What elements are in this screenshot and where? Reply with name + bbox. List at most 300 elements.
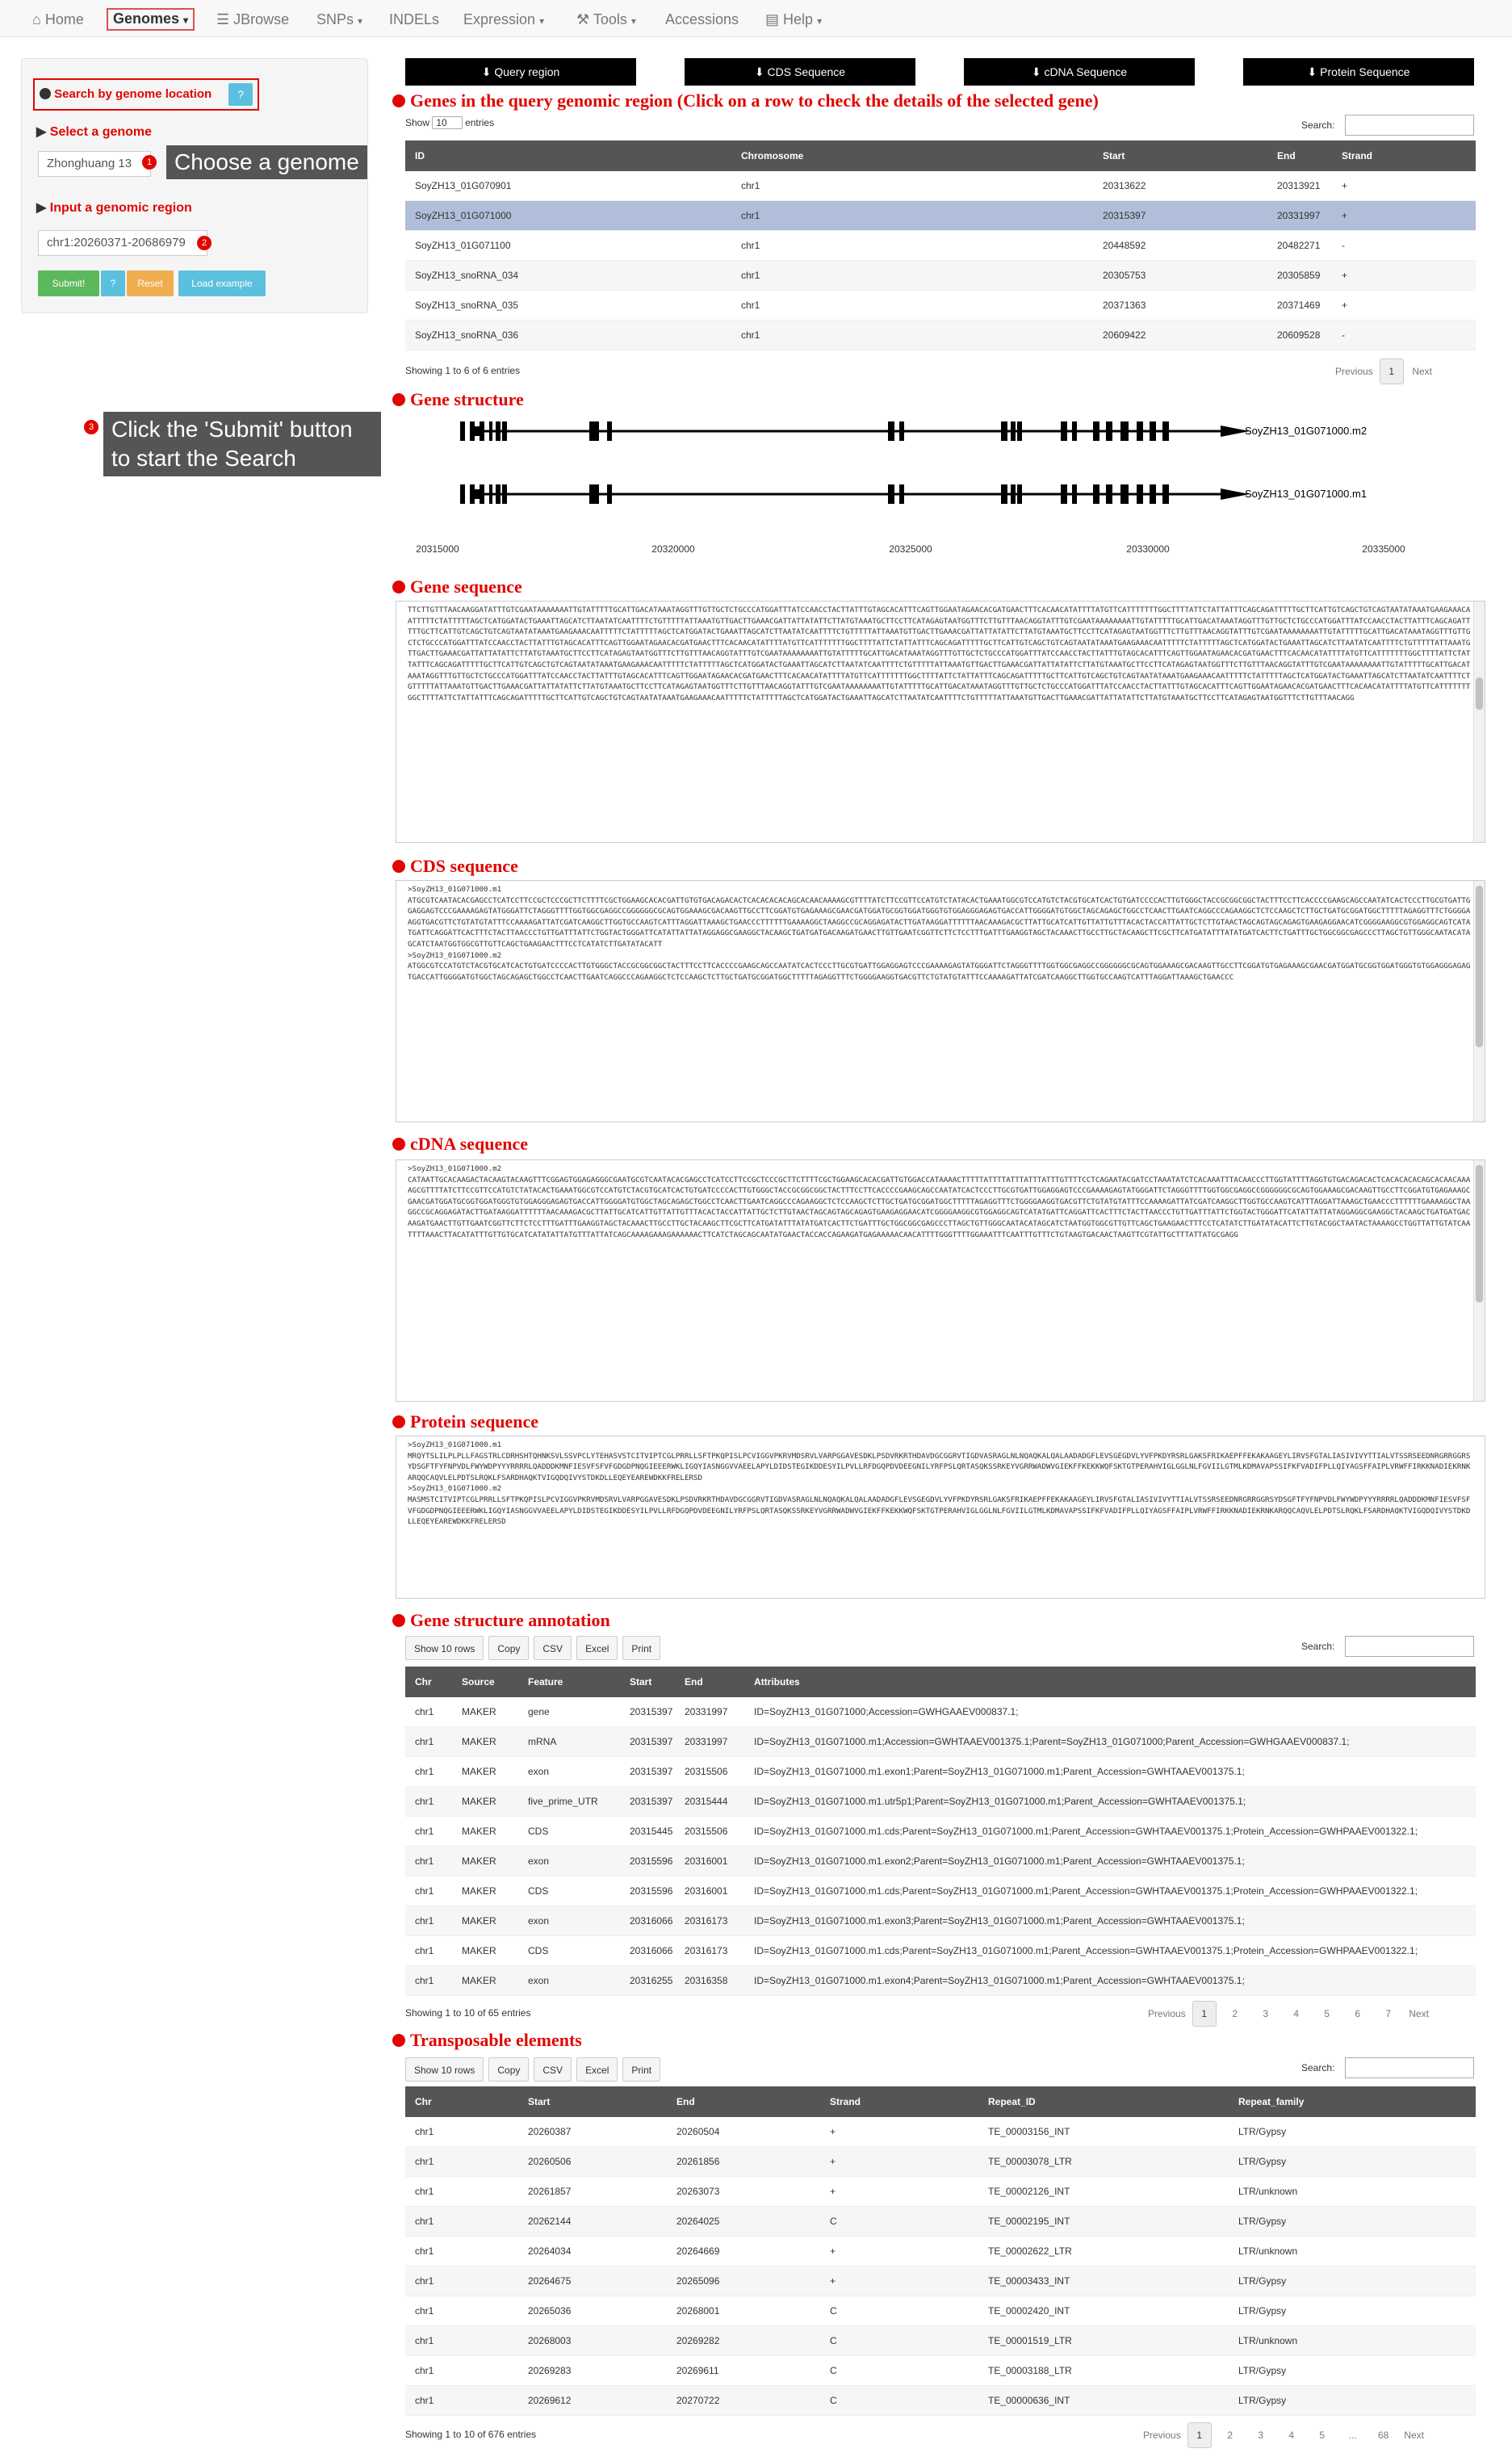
bullet-icon — [392, 94, 405, 107]
download-icon: ⬇ — [1307, 65, 1317, 78]
table-cell: 20331997 — [1277, 210, 1321, 221]
table-cell: LTR/unknown — [1238, 2186, 1298, 2197]
excel-button[interactable]: Excel — [576, 2057, 618, 2082]
wrench-icon: ⚒ — [576, 11, 590, 27]
table-cell: TE_00000636_INT — [988, 2395, 1070, 2406]
pager-page[interactable]: 5 — [1319, 2430, 1326, 2441]
table-row[interactable] — [405, 2147, 1476, 2177]
nav-accessions[interactable]: Accessions — [665, 11, 739, 27]
exon-block — [1137, 421, 1143, 441]
column-header[interactable]: Attributes — [754, 1676, 800, 1688]
table-cell: 20482271 — [1277, 240, 1321, 251]
table-cell: five_prime_UTR — [528, 1796, 598, 1807]
table-cell: 20448592 — [1103, 240, 1146, 251]
caret-down-icon: ▾ — [358, 15, 363, 27]
column-header[interactable]: Chromosome — [741, 150, 804, 161]
table-cell: SoyZH13_01G070901 — [415, 180, 512, 191]
download-icon: ⬇ — [1031, 65, 1041, 78]
table-cell: 20609422 — [1103, 329, 1146, 341]
table-cell: 20316358 — [685, 1975, 728, 1986]
te-toolbar — [405, 2057, 665, 2082]
table-row[interactable] — [405, 2326, 1476, 2356]
exon-block — [899, 421, 904, 441]
nav-genomes[interactable]: Genomes ▾ — [107, 8, 195, 31]
step-badge-1: 1 — [142, 155, 157, 170]
table-cell: 20316066 — [630, 1945, 673, 1956]
exon-block — [460, 421, 465, 441]
table-cell: 20315444 — [685, 1796, 728, 1807]
select-genome-label: ▶ Select a genome — [36, 125, 153, 139]
nav-help[interactable]: ▤ Help ▾ — [765, 11, 823, 27]
column-header[interactable]: Start — [528, 2096, 551, 2107]
table-cell: SoyZH13_01G071100 — [415, 240, 511, 251]
caret-down-icon: ▾ — [183, 15, 189, 26]
triangle-right-icon: ▶ — [36, 201, 47, 215]
column-header[interactable]: ID — [415, 150, 425, 161]
table-cell: chr1 — [415, 2156, 434, 2167]
scrollbar[interactable] — [1473, 1160, 1485, 1401]
bullet-icon — [392, 581, 405, 593]
table-cell: 20260387 — [528, 2126, 572, 2137]
table-cell: MAKER — [462, 1826, 496, 1837]
table-cell: MAKER — [462, 1766, 496, 1777]
annotation-info: Showing 1 to 10 of 65 entries — [405, 2007, 531, 2019]
gene-structure-diagram — [405, 412, 1471, 557]
te-search-input[interactable] — [1345, 2057, 1474, 2078]
page-length-control: Show 10 entries — [405, 117, 495, 128]
table-cell: - — [1342, 240, 1345, 251]
table-row[interactable] — [405, 261, 1476, 291]
exon-block — [1120, 421, 1129, 441]
table-cell: 20265036 — [528, 2305, 572, 2317]
exon-block — [496, 484, 501, 504]
bullet-icon — [392, 860, 405, 873]
table-cell: 20609528 — [1277, 329, 1321, 341]
table-cell: 20315397 — [1103, 210, 1146, 221]
table-cell: + — [1342, 180, 1348, 191]
nav-tools[interactable]: ⚒ Tools ▾ — [576, 11, 636, 27]
table-cell: exon — [528, 1915, 550, 1927]
exon-block — [480, 421, 484, 441]
table-cell: MAKER — [462, 1855, 496, 1867]
exon-block — [470, 484, 475, 504]
column-header[interactable]: Repeat_family — [1238, 2096, 1305, 2107]
exon-block — [1061, 421, 1067, 441]
column-header[interactable]: Chr — [415, 2096, 432, 2107]
table-row[interactable] — [405, 201, 1476, 231]
table-cell: LTR/Gypsy — [1238, 2216, 1287, 2227]
scroll-thumb[interactable] — [1476, 677, 1483, 710]
exon-block — [489, 421, 492, 441]
exon-block — [589, 484, 599, 504]
table-cell: 20264025 — [676, 2216, 720, 2227]
table-row[interactable] — [405, 1757, 1476, 1787]
table-cell: chr1 — [415, 1915, 434, 1927]
table-cell: 20260504 — [676, 2126, 720, 2137]
table-cell: ID=SoyZH13_01G071000.m1.cds;Parent=SoyZH13_01G071000.m1;Parent_Accession=GWHTAAEV001375.1;Protein_Accession=GWHPAAEV001322.1; — [754, 1826, 1418, 1837]
table-row[interactable] — [405, 1787, 1476, 1817]
table-cell: TE_00002126_INT — [988, 2186, 1070, 2197]
exon-block — [589, 421, 599, 441]
table-cell: 20264034 — [528, 2245, 572, 2257]
pager-page[interactable]: 6 — [1355, 2008, 1361, 2019]
column-header[interactable]: Strand — [830, 2096, 861, 2107]
pager-page[interactable]: 7 — [1385, 2008, 1392, 2019]
pager-page[interactable]: 4 — [1288, 2430, 1295, 2441]
caret-down-icon: ▾ — [539, 15, 545, 27]
scrollbar[interactable] — [1473, 602, 1485, 842]
exon-block — [1017, 421, 1022, 441]
csv-button[interactable]: CSV — [534, 1636, 572, 1660]
pager-page[interactable]: 1 — [1192, 2001, 1217, 2027]
table-cell: chr1 — [741, 300, 760, 311]
table-row[interactable] — [405, 1966, 1476, 1996]
table-cell: MAKER — [462, 1915, 496, 1927]
table-cell: chr1 — [415, 1855, 434, 1867]
exon-block — [502, 421, 507, 441]
table-cell: 20315445 — [630, 1826, 673, 1837]
column-header[interactable]: Repeat_ID — [988, 2096, 1036, 2107]
table-cell: MAKER — [462, 1796, 496, 1807]
top-navbar — [0, 0, 1512, 37]
annotation-table — [405, 1667, 1476, 1996]
exon-block — [1137, 484, 1143, 504]
table-row[interactable] — [405, 171, 1476, 201]
table-cell: 20261856 — [676, 2156, 720, 2167]
pager-page[interactable]: 3 — [1263, 2008, 1269, 2019]
pager-page[interactable]: 4 — [1293, 2008, 1300, 2019]
table-cell: C — [830, 2365, 837, 2376]
table-cell: ID=SoyZH13_01G071000.m1.exon1;Parent=SoyZH13_01G071000.m1;Parent_Accession=GWHTAAEV001375.1; — [754, 1766, 1245, 1777]
search-panel — [21, 58, 368, 313]
annotation-search-input[interactable] — [1345, 1636, 1474, 1657]
pager-page[interactable]: 3 — [1258, 2430, 1264, 2441]
table-cell: ID=SoyZH13_01G071000.m1.cds;Parent=SoyZH13_01G071000.m1;Parent_Accession=GWHTAAEV001375.1;Protein_Accession=GWHPAAEV001322.1; — [754, 1885, 1418, 1897]
cds-sequence-button[interactable]: ⬇ CDS Sequence — [685, 58, 915, 86]
bullet-icon — [392, 1614, 405, 1627]
model-label: SoyZH13_01G071000.m1 — [1245, 488, 1368, 500]
page-length-select[interactable]: 10 — [432, 116, 462, 129]
table-cell: chr1 — [415, 2275, 434, 2287]
nav-snps[interactable]: SNPs ▾ — [316, 11, 363, 27]
table-cell: SoyZH13_01G071000 — [415, 210, 512, 221]
table-row[interactable] — [405, 1847, 1476, 1876]
table-cell: chr1 — [415, 1706, 434, 1717]
exon-block — [888, 484, 894, 504]
table-cell: chr1 — [741, 329, 760, 341]
table-header — [405, 2086, 1476, 2117]
table-cell: 20371363 — [1103, 300, 1146, 311]
nav-jbrowse[interactable]: ☰ JBrowse — [216, 11, 290, 27]
cds-sequence-title: CDS sequence — [392, 856, 518, 877]
load-example-button[interactable]: Load example — [178, 270, 266, 296]
table-cell: - — [1342, 329, 1345, 341]
table-cell: chr1 — [415, 1885, 434, 1897]
exon-block — [1011, 484, 1016, 504]
table-cell: 20315397 — [630, 1766, 673, 1777]
pager-page[interactable]: 68 — [1378, 2430, 1389, 2441]
tip-submit: Click the 'Submit' button to start the Search — [103, 412, 381, 476]
table-cell: 20269283 — [528, 2365, 572, 2376]
table-cell: ID=SoyZH13_01G071000.m1.utr5p1;Parent=SoyZH13_01G071000.m1;Parent_Accession=GWHTAAEV001375.1; — [754, 1796, 1246, 1807]
table-cell: 20315506 — [685, 1826, 728, 1837]
table-cell: SoyZH13_snoRNA_035 — [415, 300, 519, 311]
table-cell: + — [1342, 300, 1348, 311]
list-icon: ☰ — [216, 11, 230, 27]
table-cell: chr1 — [415, 2365, 434, 2376]
table-cell: MAKER — [462, 1706, 496, 1717]
exon-block — [1162, 484, 1169, 504]
exon-block — [1061, 484, 1067, 504]
scrollbar[interactable] — [1473, 881, 1485, 1122]
bullet-icon — [392, 2034, 405, 2047]
table-row[interactable] — [405, 321, 1476, 350]
table-row[interactable] — [405, 2356, 1476, 2386]
pager-next[interactable]: Next — [1412, 366, 1433, 377]
show-rows-button[interactable]: Show 10 rows — [405, 1636, 484, 1660]
column-header[interactable]: Feature — [528, 1676, 563, 1688]
table-row[interactable] — [405, 291, 1476, 321]
table-cell: LTR/unknown — [1238, 2335, 1298, 2346]
table-cell: 20269611 — [676, 2365, 719, 2376]
query-region-button[interactable]: ⬇ Query region — [405, 58, 636, 86]
column-header[interactable]: Start — [630, 1676, 652, 1688]
step-badge-2: 2 — [197, 236, 212, 250]
table-cell: 20269282 — [676, 2335, 720, 2346]
table-row[interactable] — [405, 1876, 1476, 1906]
table-cell: chr1 — [741, 270, 760, 281]
column-header[interactable]: End — [676, 2096, 695, 2107]
region-input[interactable]: chr1:20260371-20686979 — [38, 230, 207, 256]
table-row[interactable] — [405, 1906, 1476, 1936]
table-cell: TE_00003433_INT — [988, 2275, 1070, 2287]
bullet-icon — [392, 393, 405, 406]
te-pager — [1140, 2422, 1430, 2447]
table-cell: chr1 — [415, 2126, 434, 2137]
pager-next[interactable]: Next — [1409, 2008, 1430, 2019]
table-cell: + — [830, 2186, 836, 2197]
table-row[interactable] — [405, 2386, 1476, 2416]
copy-button[interactable]: Copy — [488, 2057, 529, 2082]
table-cell: chr1 — [415, 2186, 434, 2197]
table-cell: chr1 — [415, 1766, 434, 1777]
exon-block — [1106, 421, 1112, 441]
home-icon: ⌂ — [32, 11, 41, 27]
table-cell: exon — [528, 1766, 550, 1777]
table-row[interactable] — [405, 2296, 1476, 2326]
axis-tick-label: 20325000 — [889, 543, 932, 555]
scroll-thumb[interactable] — [1476, 886, 1483, 1047]
table-cell: gene — [528, 1706, 550, 1717]
table-cell: mRNA — [528, 1736, 557, 1747]
exon-block — [1072, 421, 1077, 441]
exon-block — [1162, 421, 1169, 441]
genes-table — [405, 140, 1476, 350]
te-table — [405, 2086, 1476, 2416]
table-cell: + — [830, 2126, 836, 2137]
table-cell: 20264669 — [676, 2245, 720, 2257]
excel-button[interactable]: Excel — [576, 1636, 618, 1660]
table-cell: SoyZH13_snoRNA_034 — [415, 270, 519, 281]
table-row[interactable] — [405, 2177, 1476, 2207]
exon-block — [1150, 484, 1156, 504]
table-cell: LTR/Gypsy — [1238, 2365, 1287, 2376]
show-rows-button[interactable]: Show 10 rows — [405, 2057, 484, 2082]
table-cell: ID=SoyZH13_01G071000;Accession=GWHGAAEV000837.1; — [754, 1706, 1019, 1717]
pager-previous[interactable]: Previous — [1143, 2430, 1181, 2441]
table-row[interactable] — [405, 2266, 1476, 2296]
table-cell: + — [830, 2275, 836, 2287]
table-cell: 20371469 — [1277, 300, 1321, 311]
table-row[interactable] — [405, 1697, 1476, 1727]
table-cell: 20315506 — [685, 1766, 728, 1777]
exon-block — [460, 484, 465, 504]
pager-page[interactable]: 1 — [1380, 358, 1404, 384]
table-cell: 20269612 — [528, 2395, 572, 2406]
gene-sequence-title: Gene sequence — [392, 577, 522, 597]
pager-page[interactable]: 2 — [1227, 2430, 1233, 2441]
axis-tick-label: 20335000 — [1362, 543, 1405, 555]
table-cell: 20315596 — [630, 1855, 673, 1867]
table-cell: chr1 — [741, 240, 760, 251]
pager-page[interactable]: 2 — [1232, 2008, 1238, 2019]
column-header[interactable]: Chr — [415, 1676, 432, 1688]
table-row[interactable] — [405, 1727, 1476, 1757]
genome-select[interactable]: Zhonghuang 13 — [38, 151, 151, 177]
table-cell: ID=SoyZH13_01G071000.m1.exon3;Parent=SoyZH13_01G071000.m1;Parent_Accession=GWHTAAEV001375.1; — [754, 1915, 1245, 1927]
table-cell: MAKER — [462, 1975, 496, 1986]
table-row[interactable] — [405, 1817, 1476, 1847]
table-cell: chr1 — [415, 2245, 434, 2257]
copy-button[interactable]: Copy — [488, 1636, 529, 1660]
bullet-icon — [392, 1138, 405, 1151]
reset-button[interactable]: Reset — [127, 270, 174, 296]
pager-previous[interactable]: Previous — [1335, 366, 1373, 377]
column-header[interactable]: End — [685, 1676, 703, 1688]
table-cell: 20315596 — [630, 1885, 673, 1897]
table-cell: 20331997 — [685, 1736, 728, 1747]
pager-page[interactable]: 5 — [1324, 2008, 1330, 2019]
pager-page: ... — [1348, 2430, 1357, 2441]
table-cell: C — [830, 2335, 837, 2346]
table-cell: + — [830, 2245, 836, 2257]
exon-block — [502, 484, 507, 504]
table-cell: TE_00003078_LTR — [988, 2156, 1072, 2167]
submit-button[interactable]: Submit! — [38, 270, 99, 296]
table-cell: chr1 — [415, 1736, 434, 1747]
table-cell: chr1 — [415, 1975, 434, 1986]
print-button[interactable]: Print — [622, 2057, 660, 2082]
book-icon: ▤ — [765, 11, 780, 27]
genes-search-label: Search: — [1301, 119, 1335, 131]
scroll-thumb[interactable] — [1476, 1165, 1483, 1302]
table-cell: C — [830, 2305, 837, 2317]
exon-block — [1072, 484, 1077, 504]
table-cell: chr1 — [415, 1796, 434, 1807]
genes-search-input[interactable] — [1345, 115, 1474, 136]
protein-sequence-box[interactable]: >SoyZH13_01G071000.m1 MRQYTSLILPLPLLFAGSTRLCDRHSHTQHNKSVLSSVPCLYTEHASVSTCITVIPTCGLPRRLLSFTPKQPISLPCVIGGVPKRVMDSRVLVARPGGAVESDKLPSDVRKRTHDAVDGCGGRVTIGDVASRAGLNLNQAQKALQALAADADGFLEVSGEGDVLYVFPKDYRSRLGAKSFRIKAEPFFEKAKAAGEYLIRVSFGTALIASIVIVYTTIALVTSSRSEEDNRGRRGGRSYDSGFTFYFNPVDLFWYWDPYYYRRRRLQADDDKMNFIESVFSFVFGDGDPNQGIEEERWKLIGQYIASNGGVVAEELAPYLDIDSTEGIKDDESYILPVLLRFDGQPDVDEEGNILYRFPSLQRTASQKSSRKEYVGRRWADWVGIEKFFKEKKWQFSKTGTPERAHVIGLGGLNLFGVIILGTMLKDMAVAPSSIFKFVADIFPLLQIYAGSFFAIPLVRWFFIRKKNADIEKRNKARQQCAQVLELPDTSLRQKLFSARDHAQKTVIGQDQIVYSTDKDLLEQEYEAREWDKKFRELERSD >SoyZH13_01G071000.m2 MASMSTCITVIPTCGLPRRLLSFTPKQPISLPCVIGGVPKRVMDSRVLVARPGGAVESDKLPSDVRKRTHDAVDGCGGRVTIGDVASRAGLNLNQAQKALQALAADADGFLEVSGEGDVLYVFPKDYRSRLGAKSFRIKAEPFFEKAKAAGEYLIRVSFGTALIASIVIVYTTIALVTSSRSEEDNRGRRGGRSYDSGFTFYFNPVDLFWYWDPYYYRRRRLQADDDKMNFIESVFSFVFGDGDPNQGIEEERWKLIGQYIASNGGVVAEELAPYLDIDSTEGIKDDESYILPVLLRFDGQPDVDEEGNILYRFPSLQRTASQKSSRKEYVGRRWADWVGIEKFFKEKKWQFSKTGTPERAHVIGLGGLNLFGVIILGTMLKDMAVAPSSIFKFVADIFPLLQIYAGSFFAIPLVRWFFIRKKNADIEKRNKARQQCAQVLELPDTSLRQKLFSARDHAQKTVIGQDQIVYSTDKDLLEQEYEAREWDKKFRELERSD — [396, 1436, 1485, 1599]
exon-block — [480, 484, 484, 504]
table-cell: LTR/Gypsy — [1238, 2395, 1287, 2406]
exon-block — [1017, 484, 1022, 504]
annotation-title: Gene structure annotation — [392, 1610, 610, 1631]
caret-down-icon: ▾ — [630, 15, 636, 27]
bullet-icon — [392, 1415, 405, 1428]
table-cell: TE_00002195_INT — [988, 2216, 1070, 2227]
table-cell: CDS — [528, 1826, 549, 1837]
table-cell: chr1 — [415, 2305, 434, 2317]
cdna-sequence-box[interactable]: >SoyZH13_01G071000.m2 CATAATTGCACAAGACTACAAGTACAAGTTTCGGAGTGGAGAGGGCGAATGCGTCAATACACGAGCCTCATCCTTCCGCTCCCGCTTCTTTTCGCTGGAAGCACACGATTGTGGACCATAAAACTTTTTATTTTATTTATTTATTTGTTTTCCTCAGAATACGATCCTAAATATCTCACAAATTTACAACCCTTGGTATTTTAGGTGTGACAGACACTCACACACACAGCACAACAAAAGCGTTTTATCTTCCGTTCCATGTCTATACACTGAAATGGCGTCCATGTCTACGTGCATCACTGTGATCCCCACTTGTGGGCTACCGCGGCGGCTACTTTCCTTCACCCCGAAGCAGCCAATATCACTCCCTTGCGTGATTGGAGGAGTCCCGAAAAGAGTATGGGATTCTAGGGTTTTGGTGGCGAGGCCGGGGGGCGCAGTGGAAAGCGACAAGTTGCCTTCGGATGTGAGAAAGCGAACGATGGATGCGGTGGATGGGTGTGGAGGGAGAGTGACCATTGGGGATGTGGCTAGCAGAGCTGGCCTCAACTTGAATCAGGCCCAGAAGGCTCTCCAAGCTCTTGCTGATGCGGATGGCTTTTTAGAGGTTTCTGGGGAAGGTGACGTTCTGTATGTATTTCCAAAAGATTATCGATCAAGGCTTGGTGCCAAGTCATTTAGGATTAAAGCTGAACCCTTTTTTGAAAAGGCTAAGGCCGCAGGAGATACTTGATAAGGATTTTTTAACAAAGACGCTTATTGCATCATTGTTATTGTTTACACTACCATTATTGCTCTTGTAACTAGCAGTAGCAGAGTGAAGAGGAACATCGGGGAAGGCGTGGAGGCAGTCATATGATTCAGGATTCACTTTCTACTTAACCCTGTTGATTTATTCTGGTACTGGGATTCATATTATTATAGGAGGCGAAGGCTACAAGCTGATGATGACAAGATGAACTTGTTGAATCGGTTCTTCTCCTTTGATTTGAAGGTAGCTACAAACTTGCCTTGCTACAAGCTTCGCTTCATGATATTTATATGATCACTTCTGATTTGCTGGCGGCGAGCCCTTAGCTGTTGGGCAATACATAGCATCTAATGGTGGCGTTGTTCAGCTGAAGAACTTTCCTCATATCTTGATATACATTCTTGTACGGCTAATACTAAAAGCCTGGTTATTGTATCAATTTTAAACTTACATATTTGTTGTGCATCATATATTATGTTTATTATCAGCAAAAGAAAGAAAAAACTTCATCTAGCAGCAATATGAACTACCACCAGAAGATGAGAAAAACAACATTTTGGGTTTTGGAAATTTCAATTTGTTTCTGTAAGTGACAACTAAGTTCGTATTGCTTTATTATGCGAGG — [396, 1159, 1485, 1402]
axis-tick-label: 20315000 — [416, 543, 459, 555]
te-info: Showing 1 to 10 of 676 entries — [405, 2429, 537, 2440]
table-cell: chr1 — [741, 180, 760, 191]
cds-sequence-box[interactable]: >SoyZH13_01G071000.m1 ATGCGTCAATACACGAGCCTCATCCTTCCGCTCCCGCTTCTTTTCGCTGGAAGCACACGATTGTGTGACAGACACTCACACACACAGCACAACAAAAGCGTTTTATCTTCCGTTCCATGTCTATACACTGAAATGGCGTCCATGTCTACGTGCATCACTGTGATCCCCACTTGTGGGCTACCGCGGCGGCTACTTTCCTTCACCCCGAAGCAGCCAATATCACTCCCTTGCGTGATTGGAGGAGTCCCGAAAAGAGTATGGGATTCTAGGGTTTTGGTGGCGAGGCCGGGGGGCGCAGTGGAAAGCGACAAGTTGCCTTCGGATGTGAGAAAGCGAACGATGGATGCGGTGGATGGGTGTGGAGGGAGAGTGACCATTGGGGATGTGGCTAGCAGAGCTGGCCTCAACTTGAATCAGGCCCAGAAGGCTCTCCAAGCTCTTGCTGATGCGGATGGCTTTTTAGAGGTTTCTGGGGAAGGTGACGTTCTGTATGTATTTCCAAAAGATTATCGATCAAGGCTTGGTGCCAAGTCATTTAGGATTAAAGCTGAACCCTTTTTTGAAAAGGCTAAGGCCGCAGGAGATACTTGATAAGGATTTTTTAACAAAGACGCTTATTGCATCATTGTTATTGTTTACACTACCATTATTGCTCTTGTAACTAGCAGTAGCAGAGTGAAGAGGAACATCGGGGAAGGCGTGGAGGCAGTCATATGATTCAGGATTCACTTTCTACTTAACCCTGTTGATTTATTCTGGTACTGGGATTCATATTATTATAGGAGGCGAAGGCTACAAGCTGATGATGACAAGATGAACTTGTTGAATCGGTTCTTCTCCTTTGATTTGAAGGTAGCTACAAACTTGCCTTGCTACAAGCTTCGCTTCATGATATTTATATGATCACTTCTGATTTGCTGGCGGCGAGCCCTTAGCTGTTGGGCAATACATAGCATCTAATGGTGGCGTTGTTCAGCTGAAGAACTTTCCTCATATCTTGATATACATT >SoyZH13_01G071000.m2 ATGGCGTCCATGTCTACGTGCATCACTGTGATCCCCACTTGTGGGCTACCGCGGCGGCTACTTTCCTTCACCCCGAAGCAGCCAATATCACTCCCTTGCGTGATTGGAGGAGTCCCGAAAAGAGTATGGGATTCTAGGGTTTTGGTGGCGAGGCCGGGGGGCGCAGTGGAAAGCGACAAGTTGCCTTCGGATGTGAGAAAGCGAACGATGGATGCGGTGGATGGGTGTGGAGGGAGAGTGACCATTGGGGATGTGGCTAGCAGAGCTGGCCTCAACTTGAATCAGGCCCAGAAGGCTCTCCAAGCTCTTGCTGATGCGGATGGCTTTTTAGAGGTTTCTGGGGAAGGTGACGTTCTGTATGTATTTCCAAAAGATTATCGATCAAGGCTTGGTGCCAAGTCATTTAGGATTAAAGCTGAACCC — [396, 880, 1485, 1122]
axis-tick-label: 20330000 — [1126, 543, 1170, 555]
genes-pager — [1332, 358, 1438, 383]
table-cell: LTR/Gypsy — [1238, 2126, 1287, 2137]
table-cell: 20305753 — [1103, 270, 1146, 281]
nav-indels[interactable]: INDELs — [389, 11, 440, 27]
annotation-toolbar — [405, 1636, 665, 1660]
exon-block — [1001, 484, 1007, 504]
exon-block — [1011, 421, 1016, 441]
column-header[interactable]: Strand — [1342, 150, 1373, 161]
table-cell: MAKER — [462, 1885, 496, 1897]
download-icon: ⬇ — [754, 65, 764, 78]
table-cell: C — [830, 2216, 837, 2227]
pager-page[interactable]: 1 — [1187, 2422, 1212, 2448]
exon-block — [607, 421, 612, 441]
genes-info: Showing 1 to 6 of 6 entries — [405, 365, 521, 376]
table-row[interactable] — [405, 2117, 1476, 2147]
gene-sequence-box[interactable]: TTCTTGTTTAACAAGGATATTTGTCGAATAAAAAAATTGTATTTTTGCATTGACATAAATAGGTTTGTTGCTCTGCCCATGGATTTATCCAACCTACTTATTTGTAGCACATTTCAGTTGGAATAGAACACGATGAACTTTCACAACATATTTTATGTTCATTTTTTTGGCTTTTATTCTATTATTTCAGCAGATTTTTGCTTCATTGTCAGCTGTCAGTAATATAAATGAAGAAACAATTTTTCTATTTTTAGCTCATGGATACTGAAATTAGCATCTTAATATCAATTTTCTGTTTTTATTAAATGTTGACTTGAAACGATTATTATATTCTTATGTAAATGCTTCCTTCATAGAGTAATGGTTTCTTGTTTAACAGGTATTTGTCGAATAAAAAAAATTGTATTTTTGCATTGACATAAATAGGTTTGTTGCTCTGCCCATGGATTTATCCAACCTACTTATTTCAGCAGATTTTTGCTTCATTGTCAGCTGTCAGTAATATAAATGAAGAAACAATTTTTCTATTTTTAGCTCATGGATACTGAAATTAGCATCTTAATATCAATTTTCTGTTTTTATTAAATGTTGACTTGAAACGATTATTATATTCTTATGTAAATGCTTCCTTCATAGAGTAATGGTTTCTTGTTTAACAGGTATTTGTCGAATAAAAAAAATTGTATTTTTGCATTGACATAAATAGGTTTGTTGCTCTGCCCATGGATTTATCCAACCTACTTATTTGTAGCACATTTCAGTTGGAATAGAACACGATGAACTTTCACAACATATTTTATGTTCATTTTTTTGGCTTTTATTCTATTATTTCAGCAGATTTTTGCTTCATTGTCAGCTGTCAGTAATATAAATGAAGAAACAATTTTTCTATTTTTAGCTCATGGATACTGAAATTAGCATCTTAATATCAATTTTCTGTTTTTATTAAATGTTGACTTGAAACGATTATTATATTCTTATGTAAATGCTTCCTTCATAGAGTAATGGTTTCTTGTTTAACAGGTATTTGTCGAATAAAAAAAATTGTATTTTTGCATTGACATAAATAGGTTTGTTGCTCTGCCCATGGATTTATCCAACCTACTTATTTGTAGCACATTTCAGTTGGAATAGAACACGATGAACTTTCACAACATATTTTATGTTCATTTTTTTGGCTTTTATTCTATTATTTCAGCAGATTTTTGCTTCATTGTCAGCTGTCAGTAATATAAATGAAGAAACAATTTTTCTATTTTTAGCTCATGGATACTGAAATTAGCATCTTAATATCAATTTTCTGTTTTTATTAAATGTTGACTTGAAACGATTATTATATTCTTATGTAAATGCTTCCTTCATAGAGTAATGGTTTCTTGTTTAACAGGTATTTGTCGAATAAAAAAAATTGTATTTTTGCATTGACATAAATAGGTTTGTTGCTCTGCCCATGGATTTATCCAACCTACTTATTTGTAGCACATTTCAGTTGGAATAGAACACGATGAACTTTCACAACATATTTTATGTTCATTTTTTTGGCTTTTATTCTATTATTTCAGCAGATTTTTGCTTCATTGTCAGCTGTCAGTAATATAAATGAAGAAACAATTTTTCTATTTTTAGCTCATGGATACTGAAATTAGCATCTTAATATCAATTTTCTGTTTTTATTAAATGTTGACTTGAAACGATTATTATATTCTTATGTAAATGCTTCCTTCATAGAGTAATGGTTTCTTGTTTAACAGGTATTTGTCGAATAAAAAAAATTGTATTTTTGCATTGACATAAATAGGTTTGTTGCTCTGCCCATGGATTTATCCAACCTACTTATTTGTAGCACATTTCAGTTGGAATAGAACACGATGAACTTTCACAACATATTTTATGTTCATTTTTTTGGCTTTTATTCTATTATTTCAGCAGATTTTTGCTTCATTGTCAGCTGTCAGTAATATAAATGAAGAAACAATTTTTCTATTTTTAGCTCATGGATACTGAAATTAGCATCTTAATATCAATTTTCTGTTTTTATTAAATGTTGACTTGAAACGATTATTATATTCTTATGTAAATGCTTCCTTCATAGAGTAATGGTTTCTTGTTTAACAGG — [396, 601, 1485, 843]
table-cell: C — [830, 2395, 837, 2406]
column-header[interactable]: Source — [462, 1676, 495, 1688]
table-row[interactable] — [405, 1936, 1476, 1966]
table-row[interactable] — [405, 231, 1476, 261]
column-header[interactable]: Start — [1103, 150, 1125, 161]
region-label: ▶ Input a genomic region — [36, 201, 192, 215]
table-cell: 20263073 — [676, 2186, 720, 2197]
annotation-pager — [1145, 2001, 1435, 2025]
table-cell: 20316173 — [685, 1915, 728, 1927]
table-row[interactable] — [405, 2237, 1476, 2266]
table-cell: 20315397 — [630, 1706, 673, 1717]
pager-next[interactable]: Next — [1404, 2430, 1425, 2441]
table-cell: chr1 — [415, 1826, 434, 1837]
table-cell: chr1 — [415, 2216, 434, 2227]
table-cell: TE_00003188_LTR — [988, 2365, 1072, 2376]
table-cell: 20305859 — [1277, 270, 1321, 281]
print-button[interactable]: Print — [622, 1636, 660, 1660]
protein-sequence-button[interactable]: ⬇ Protein Sequence — [1243, 58, 1474, 86]
table-cell: 20316173 — [685, 1945, 728, 1956]
nav-expression[interactable]: Expression ▾ — [463, 11, 545, 27]
csv-button[interactable]: CSV — [534, 2057, 572, 2082]
cdna-sequence-button[interactable]: ⬇ cDNA Sequence — [964, 58, 1195, 86]
table-row[interactable] — [405, 2207, 1476, 2237]
table-cell: 20316001 — [685, 1855, 728, 1867]
table-cell: 20316066 — [630, 1915, 673, 1927]
nav-home[interactable]: ⌂ Home — [32, 11, 84, 27]
column-header[interactable]: End — [1277, 150, 1296, 161]
help-button[interactable]: ? — [228, 83, 253, 106]
table-cell: 20260506 — [528, 2156, 572, 2167]
submit-help-button[interactable]: ? — [101, 270, 125, 296]
table-cell: CDS — [528, 1885, 549, 1897]
pager-previous[interactable]: Previous — [1148, 2008, 1186, 2019]
table-cell: MAKER — [462, 1736, 496, 1747]
